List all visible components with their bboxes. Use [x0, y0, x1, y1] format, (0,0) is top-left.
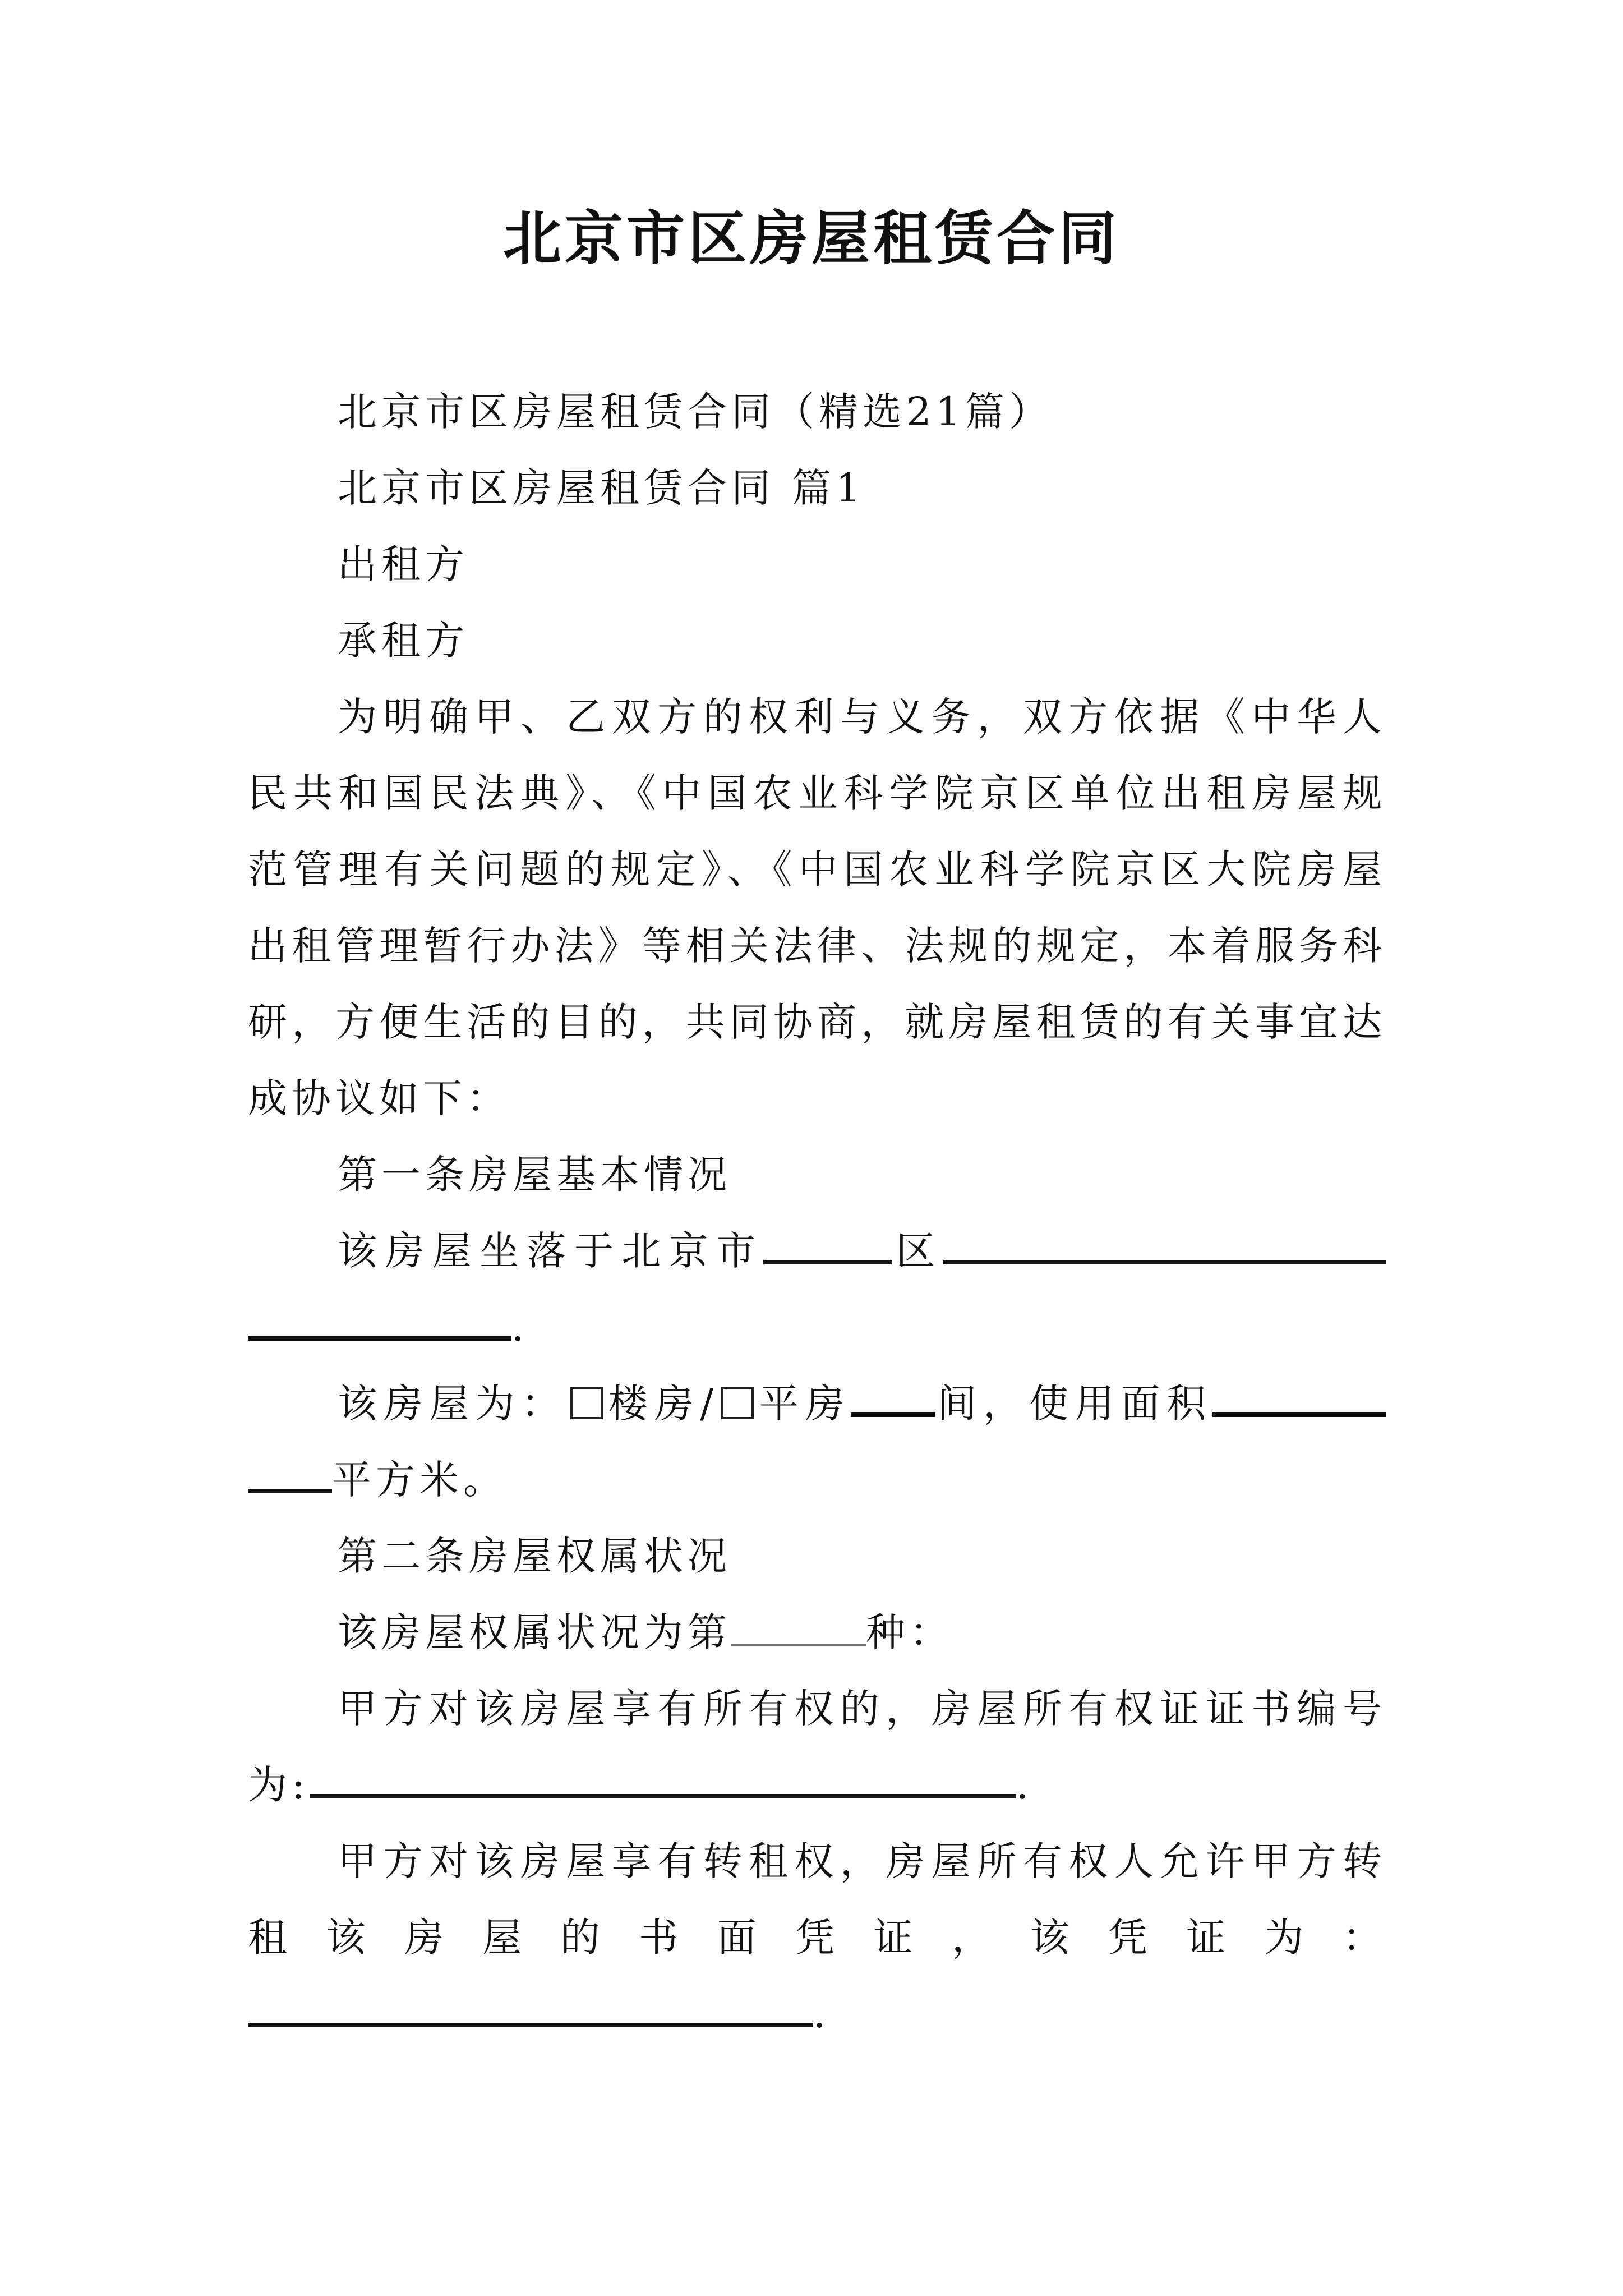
address-blank-continued [248, 1301, 511, 1341]
voucher-end: . [813, 1991, 831, 2037]
paragraph-section-heading: 北京市区房屋租赁合同 篇1 [338, 465, 865, 511]
sublease-label: 甲方对该房屋享有转租权，房屋所有权人允许甲方转租该房屋的书面凭证，该凭证为： [248, 1838, 1386, 1961]
paragraph-lessee: 承租方 [338, 618, 469, 664]
ownership-type-suffix: 种： [866, 1609, 953, 1655]
checkbox-building [570, 1387, 603, 1419]
district-blank [763, 1225, 892, 1264]
document-title: 北京市区房屋租赁合同 [502, 204, 1120, 273]
paragraph-sublease-right [248, 1823, 1386, 2052]
certificate-end: . [1016, 1762, 1033, 1808]
paragraph-location [248, 1213, 1386, 1365]
bungalow-label: 平房 [757, 1381, 851, 1427]
paragraph-ownership-type [248, 1594, 1386, 1671]
ownership-type-label: 该房屋权属状况为第 [338, 1609, 731, 1655]
certificate-number-blank [310, 1759, 1016, 1798]
paragraph-ownership-certificate [248, 1671, 1386, 1823]
ownership-type-blank [731, 1609, 866, 1646]
area-blank [1212, 1378, 1386, 1417]
area-unit: 平方米。 [332, 1457, 507, 1503]
location-end: . [511, 1304, 529, 1350]
paragraph-subtitle: 北京市区房屋租赁合同（精选21篇） [338, 389, 1053, 435]
district-label: 区 [892, 1228, 944, 1274]
voucher-blank [248, 1988, 769, 2027]
area-blank-continued [248, 1454, 332, 1493]
paragraph-article-1-heading: 第一条房屋基本情况 [338, 1152, 731, 1198]
checkbox-bungalow [721, 1387, 754, 1419]
paragraph-preamble: 为明确甲、乙双方的权利与义务，双方依据《中华人民共和国民法典》、《中国农业科学院京区单位出租房屋规范管理有关问题的规定》、《中国农业科学院京区大院房屋出租管理暂行办法》等相关法律、法规的规定，本着服务科研，方便生活的目的，共同协商，就房屋租赁的有关事宜达成协议如下： [248, 694, 1386, 1121]
voucher-blank-continued [769, 1988, 813, 2027]
paragraph-lessor: 出租方 [338, 541, 469, 587]
rooms-blank [851, 1378, 935, 1417]
certificate-label: 甲方对该房屋享有所有权的，房屋所有权证证书编号为: [248, 1686, 1386, 1808]
house-type-label: 该房屋为： [338, 1381, 568, 1427]
location-label: 该房屋坐落于北京市 [338, 1228, 764, 1274]
address-blank [943, 1225, 1386, 1264]
paragraph-article-2-heading: 第二条房屋权属状况 [338, 1533, 731, 1579]
building-label: 楼房/ [606, 1381, 718, 1427]
rooms-area-label: 间，使用面积 [935, 1381, 1213, 1427]
document-body [248, 374, 1386, 2052]
paragraph-house-type [248, 1365, 1386, 1518]
